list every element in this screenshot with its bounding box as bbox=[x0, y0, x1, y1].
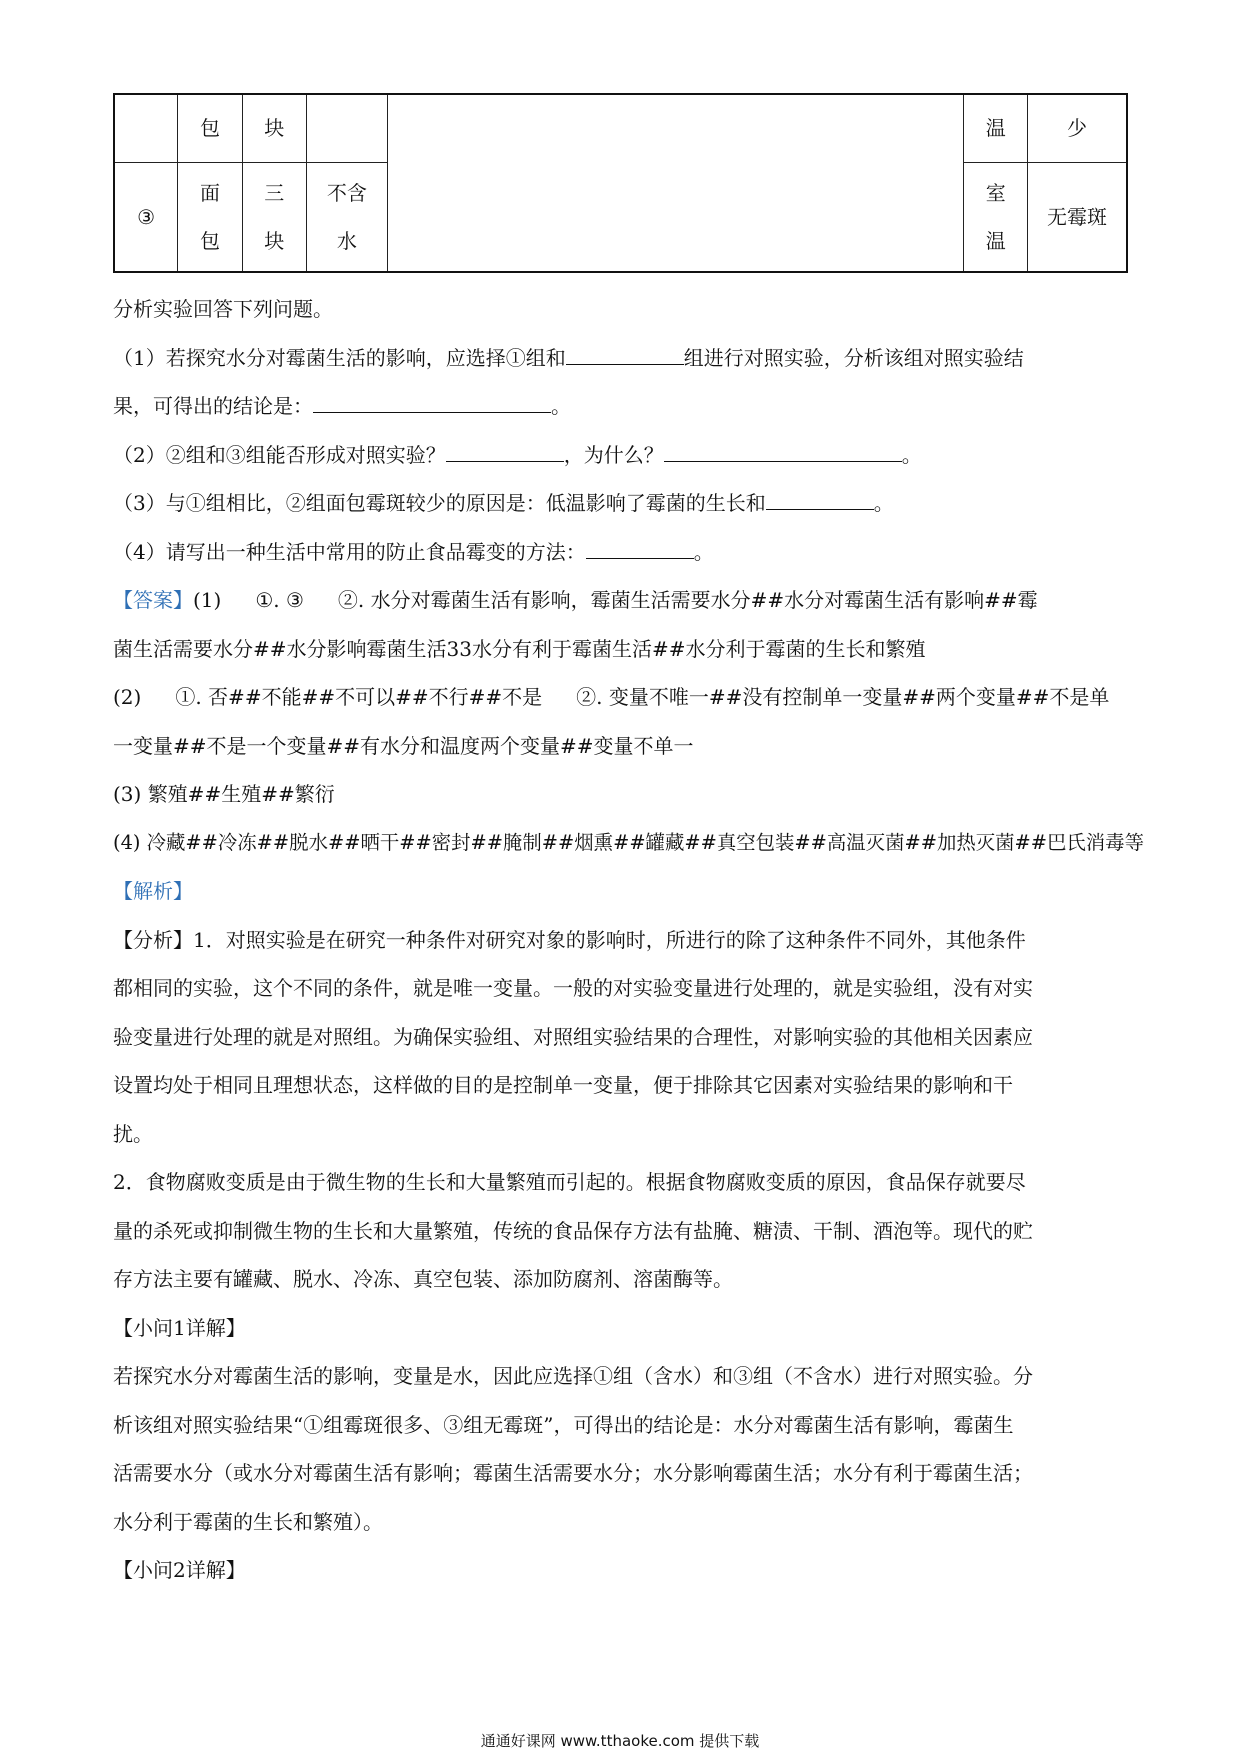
text-span: 。 bbox=[901, 442, 922, 467]
paragraph-line: 【分析】1．对照实验是在研究一种条件对研究对象的影响时，所进行的除了这种条件不同外，其他条件 bbox=[113, 927, 1026, 952]
answer-blank[interactable] bbox=[446, 439, 564, 462]
paragraph-line: 扰。 bbox=[113, 1121, 153, 1146]
question-1-cont bbox=[113, 382, 1128, 431]
answer-line-6: (4) 冷藏##冷冻##脱水##晒干##密封##腌制##烟熏##罐藏##真空包装##高温灭菌##加热灭菌##巴氏消毒等 bbox=[113, 830, 1144, 854]
table-row bbox=[114, 94, 1127, 162]
question-4 bbox=[113, 528, 1128, 577]
paragraph-line: 验变量进行处理的就是对照组。为确保实验组、对照组实验结果的合理性，对影响实验的其他相关因素应 bbox=[113, 1024, 1033, 1049]
text-span: 。 bbox=[693, 539, 714, 564]
page-footer: 通通好课网 www.tthaoke.com 提供下载 bbox=[480, 1732, 760, 1750]
result-cell: 无霉斑 bbox=[1028, 162, 1127, 272]
water-cell bbox=[306, 162, 388, 272]
amount-cell bbox=[242, 162, 306, 272]
cell-text: 水 bbox=[336, 228, 357, 253]
table-cell bbox=[114, 94, 178, 162]
paragraph-line: 水分利于霉菌的生长和繁殖）。 bbox=[113, 1509, 383, 1534]
text-span: ①. 否##不能##不可以##不行##不是 bbox=[175, 685, 543, 709]
analysis-label: 【解析】 bbox=[113, 879, 193, 903]
paragraph-line: 设置均处于相同且理想状态，这样做的目的是控制单一变量，便于排除其它因素对实验结果的影响和干 bbox=[113, 1073, 1013, 1097]
text-span: 组进行对照实验，分析该组对照实验结 bbox=[683, 345, 1024, 370]
cell-text: 不含 bbox=[326, 180, 367, 205]
subquestion-1-title: 【小问1详解】 bbox=[113, 1315, 246, 1340]
table-cell: 包 bbox=[178, 94, 243, 162]
answer-line-4: 一变量##不是一个变量##有水分和温度两个变量##变量不单一 bbox=[113, 733, 694, 758]
text-span: (2) bbox=[113, 685, 142, 709]
document-page bbox=[113, 93, 1144, 1595]
text-span: (1) bbox=[193, 588, 222, 612]
paragraph-line: 都相同的实验，这个不同的条件，就是唯一变量。一般的对实验变量进行处理的，就是实验组，没有对实 bbox=[113, 976, 1033, 1000]
table-cell: 温 bbox=[964, 94, 1028, 162]
group-id-cell: ③ bbox=[114, 162, 178, 272]
paragraph-line: 活需要水分（或水分对霉菌生活有影响；霉菌生活需要水分；水分影响霉菌生活；水分有利于霉菌生活； bbox=[113, 1461, 1033, 1485]
paragraph-line: 量的杀死或抑制微生物的生长和大量繁殖，传统的食品保存方法有盐腌、糖渍、干制、酒泡等。现代的贮 bbox=[113, 1218, 1033, 1243]
answer-line-5: (3) 繁殖##生殖##繁衍 bbox=[113, 782, 335, 806]
answer-label: 【答案】 bbox=[113, 588, 193, 612]
question-2 bbox=[113, 431, 1128, 480]
answer-line-2: 菌生活需要水分##水分影响霉菌生活33水分有利于霉菌生活##水分利于霉菌的生长和繁殖 bbox=[113, 636, 926, 661]
cell-text: 块 bbox=[264, 228, 285, 253]
answer-blank[interactable] bbox=[664, 439, 902, 462]
food-cell bbox=[178, 162, 243, 272]
text-span: 。 bbox=[551, 394, 571, 418]
paragraph-line: 析该组对照实验结果“①组霉斑很多、③组无霉斑”，可得出的结论是：水分对霉菌生活有影响，霉菌生 bbox=[113, 1412, 1014, 1437]
text-span: （4）请写出一种生活中常用的防止食品霉变的方法： bbox=[113, 539, 586, 564]
subquestion-2-title: 【小问2详解】 bbox=[113, 1558, 246, 1582]
cell-text: 面 bbox=[200, 180, 221, 205]
text-span: 。 bbox=[873, 491, 894, 515]
table-cell-blank bbox=[388, 94, 964, 272]
intro-line: 分析实验回答下列问题。 bbox=[113, 297, 333, 321]
table-cell: 块 bbox=[242, 94, 306, 162]
text-body bbox=[113, 285, 1144, 1595]
temp-cell bbox=[964, 162, 1028, 272]
text-span: （2）②组和③组能否形成对照实验？ bbox=[113, 442, 446, 467]
table-cell bbox=[306, 94, 388, 162]
answer-blank[interactable] bbox=[586, 536, 694, 559]
cell-text: 包 bbox=[200, 228, 221, 253]
answer-blank[interactable] bbox=[313, 390, 551, 413]
answer-blank[interactable] bbox=[566, 342, 684, 365]
table-cell: 少 bbox=[1028, 94, 1127, 162]
text-span: ②. 水分对霉菌生活有影响，霉菌生活需要水分##水分对霉菌生活有影响##霉 bbox=[337, 588, 1038, 612]
text-span: ②. 变量不唯一##没有控制单一变量##两个变量##不是单 bbox=[576, 685, 1110, 709]
experiment-table bbox=[113, 93, 1128, 273]
answer-blank[interactable] bbox=[766, 487, 874, 510]
cell-text: 温 bbox=[985, 228, 1006, 253]
text-span: 果，可得出的结论是： bbox=[113, 394, 313, 418]
question-3 bbox=[113, 479, 1128, 528]
question-1 bbox=[113, 334, 1128, 383]
paragraph-line: 存方法主要有罐藏、脱水、冷冻、真空包装、添加防腐剂、溶菌酶等。 bbox=[113, 1267, 733, 1291]
text-span: ①. ③ bbox=[255, 588, 304, 612]
text-span: （1）若探究水分对霉菌生活的影响，应选择①组和 bbox=[113, 345, 566, 370]
cell-text: 三 bbox=[264, 180, 285, 205]
cell-text: 室 bbox=[985, 180, 1006, 205]
text-span: ，为什么？ bbox=[563, 442, 664, 467]
answer-line-1 bbox=[113, 576, 1128, 625]
paragraph-line: 2．食物腐败变质是由于微生物的生长和大量繁殖而引起的。根据食物腐败变质的原因，食品保存就要尽 bbox=[113, 1170, 1026, 1194]
answer-line-3 bbox=[113, 673, 1128, 722]
text-span: （3）与①组相比，②组面包霉斑较少的原因是：低温影响了霉菌的生长和 bbox=[113, 491, 766, 515]
paragraph-line: 若探究水分对霉菌生活的影响，变量是水，因此应选择①组（含水）和③组（不含水）进行对照实验。分 bbox=[113, 1364, 1033, 1388]
